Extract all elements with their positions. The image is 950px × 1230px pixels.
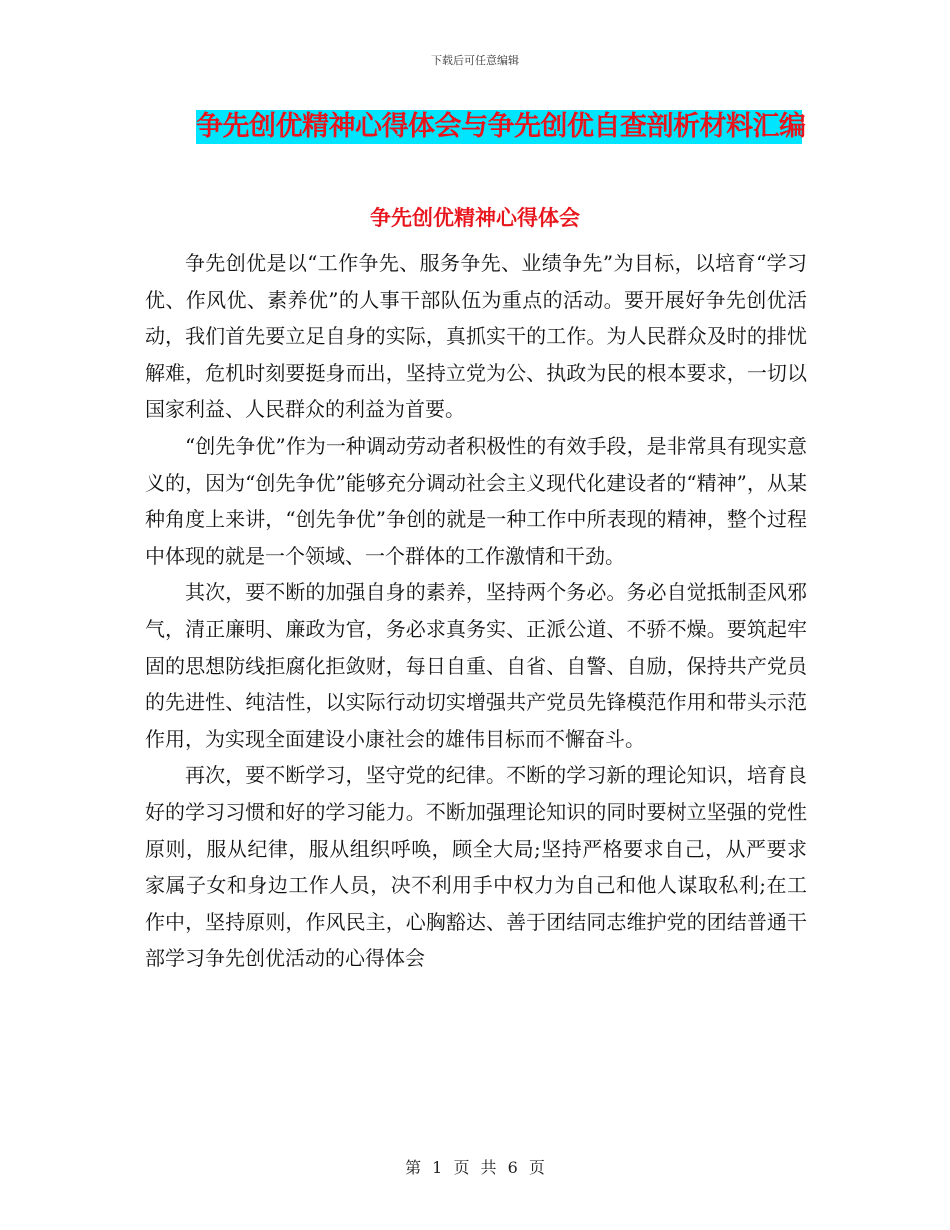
paragraph-3: 其次，要不断的加强自身的素养，坚持两个务必。务必自觉抵制歪风邪气，清正廉明、廉政为官，务必求真务实、正派公道、不骄不燥。要筑起牢固的思想防线拒腐化拒敛财，每日自重、自省、自警、自励，保持共产党员的先进性、纯洁性，以实际行动切实增强共产党员先锋模范作用和带头示范作用，为实现全面建设小康社会的雄伟目标而不懈奋斗。 (145, 580, 807, 751)
paragraph-4: 再次，要不断学习，坚守党的纪律。不断的学习新的理论知识，培育良好的学习习惯和好的学习能力。不断加强理论知识的同时要树立坚强的党性原则，服从纪律，服从组织呼唤，顾全大局;坚持严格要求自己，从严要求家属子女和身边工作人员，决不利用手中权力为自己和他人谋取私利;在工作中，坚持原则，作风民主，心胸豁达、善于团结同志维护党的团结普通干部学习争先创优活动的心得体会 (145, 763, 807, 971)
header-note: 下载后可任意编辑 (431, 54, 519, 67)
paragraph-1: 争先创优是以“工作争先、服务争先、业绩争先”为目标，以培育“学习优、作风优、素养优”的人事干部队伍为重点的活动。要开展好争先创优活动，我们首先要立足自身的实际，真抓实干的工作。为人民群众及时的排忧解难，危机时刻要挺身而出，坚持立党为公、执政为民的根本要求，一切以国家利益、人民群众的利益为首要。 (145, 251, 807, 422)
paragraph-2: “创先争优”作为一种调动劳动者积极性的有效手段，是非常具有现实意义的，因为“创先争优”能够充分调动社会主义现代化建设者的“精神”，从某种角度上来讲，“创先争优”争创的就是一种工作中所表现的精神，整个过程中体现的就是一个领域、一个群体的工作激情和干劲。 (145, 433, 807, 568)
section-title: 争先创优精神心得体会 (370, 206, 580, 230)
document-main-title: 争先创优精神心得体会与争先创优自查剖析材料汇编 (196, 111, 806, 142)
body-text (145, 245, 807, 977)
page-footer: 第 1 页 共 6 页 (405, 1158, 545, 1177)
